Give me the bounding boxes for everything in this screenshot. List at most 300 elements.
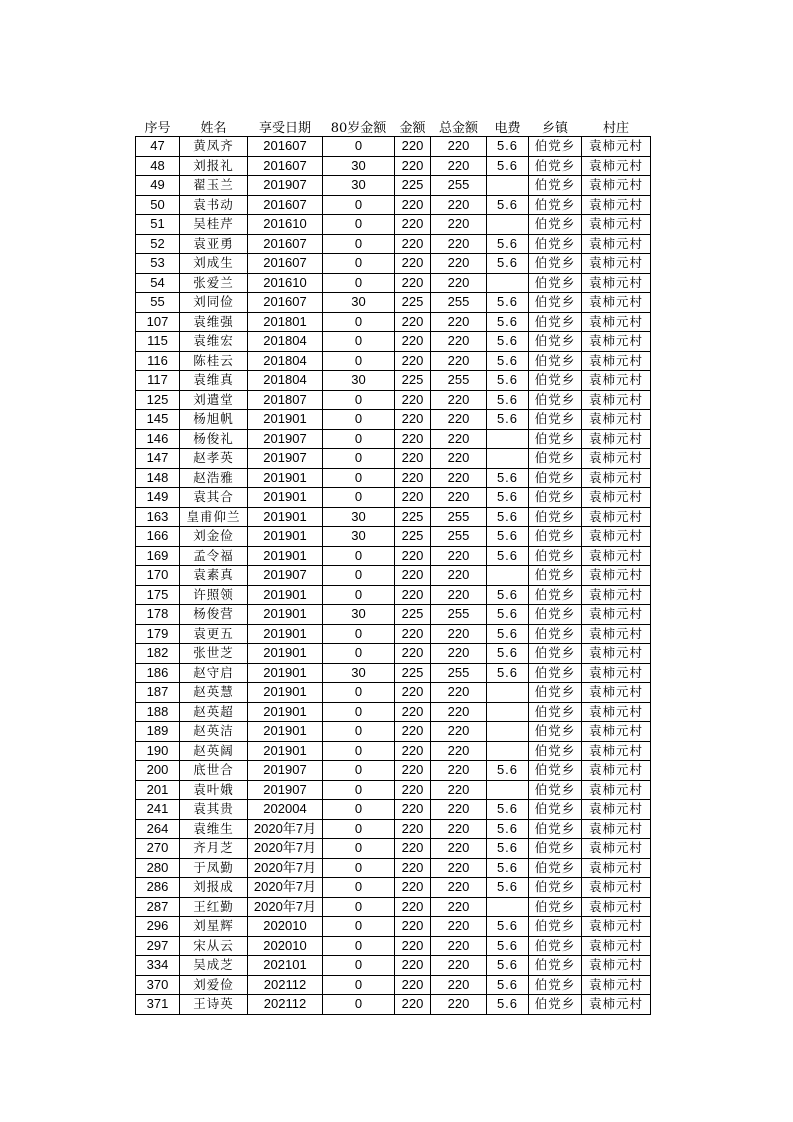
cell-village: 袁柿元村 bbox=[582, 995, 651, 1015]
cell-total: 220 bbox=[431, 702, 487, 722]
cell-date: 201804 bbox=[248, 371, 323, 391]
cell-township: 伯党乡 bbox=[529, 936, 582, 956]
cell-township: 伯党乡 bbox=[529, 644, 582, 664]
cell-date: 201907 bbox=[248, 566, 323, 586]
cell-village: 袁柿元村 bbox=[582, 761, 651, 781]
cell-amount: 225 bbox=[395, 293, 431, 313]
cell-electricity bbox=[487, 683, 529, 703]
cell-date: 202112 bbox=[248, 995, 323, 1015]
cell-township: 伯党乡 bbox=[529, 429, 582, 449]
table-row bbox=[136, 351, 651, 371]
cell-index: 371 bbox=[136, 995, 180, 1015]
cell-village: 袁柿元村 bbox=[582, 741, 651, 761]
cell-80-amount: 0 bbox=[323, 897, 395, 917]
cell-electricity: 5.6 bbox=[487, 312, 529, 332]
cell-village: 袁柿元村 bbox=[582, 390, 651, 410]
cell-township: 伯党乡 bbox=[529, 332, 582, 352]
cell-township: 伯党乡 bbox=[529, 956, 582, 976]
cell-township: 伯党乡 bbox=[529, 605, 582, 625]
cell-80-amount: 0 bbox=[323, 878, 395, 898]
table-row bbox=[136, 819, 651, 839]
cell-total: 220 bbox=[431, 585, 487, 605]
cell-electricity: 5.6 bbox=[487, 468, 529, 488]
cell-date: 201901 bbox=[248, 605, 323, 625]
header-total: 总金额 bbox=[438, 121, 478, 136]
cell-village: 袁柿元村 bbox=[582, 800, 651, 820]
cell-township: 伯党乡 bbox=[529, 273, 582, 293]
cell-electricity bbox=[487, 449, 529, 469]
cell-date: 201901 bbox=[248, 507, 323, 527]
cell-date: 201901 bbox=[248, 702, 323, 722]
cell-amount: 220 bbox=[395, 800, 431, 820]
cell-name: 刘报礼 bbox=[180, 156, 248, 176]
cell-electricity bbox=[487, 176, 529, 196]
cell-80-amount: 0 bbox=[323, 995, 395, 1015]
subsidy-table bbox=[135, 117, 651, 1015]
cell-electricity: 5.6 bbox=[487, 644, 529, 664]
cell-township: 伯党乡 bbox=[529, 234, 582, 254]
table-row bbox=[136, 468, 651, 488]
cell-80-amount: 30 bbox=[323, 527, 395, 547]
cell-80-amount: 0 bbox=[323, 780, 395, 800]
cell-total: 220 bbox=[431, 858, 487, 878]
cell-village: 袁柿元村 bbox=[582, 702, 651, 722]
cell-village: 袁柿元村 bbox=[582, 176, 651, 196]
cell-township: 伯党乡 bbox=[529, 917, 582, 937]
cell-total: 220 bbox=[431, 449, 487, 469]
cell-village: 袁柿元村 bbox=[582, 546, 651, 566]
cell-amount: 220 bbox=[395, 195, 431, 215]
cell-80-amount: 0 bbox=[323, 429, 395, 449]
cell-electricity: 5.6 bbox=[487, 488, 529, 508]
cell-total: 220 bbox=[431, 468, 487, 488]
cell-date: 202112 bbox=[248, 975, 323, 995]
cell-village: 袁柿元村 bbox=[582, 878, 651, 898]
cell-amount: 220 bbox=[395, 839, 431, 859]
table-row bbox=[136, 410, 651, 430]
table-row bbox=[136, 234, 651, 254]
cell-date: 201807 bbox=[248, 390, 323, 410]
cell-village: 袁柿元村 bbox=[582, 293, 651, 313]
table-row bbox=[136, 137, 651, 157]
cell-80-amount: 0 bbox=[323, 215, 395, 235]
table-row bbox=[136, 975, 651, 995]
table-row bbox=[136, 312, 651, 332]
cell-index: 189 bbox=[136, 722, 180, 742]
cell-date: 201901 bbox=[248, 527, 323, 547]
cell-name: 孟令福 bbox=[180, 546, 248, 566]
table-row bbox=[136, 897, 651, 917]
cell-amount: 220 bbox=[395, 273, 431, 293]
cell-township: 伯党乡 bbox=[529, 371, 582, 391]
cell-80-amount: 30 bbox=[323, 507, 395, 527]
cell-date: 202004 bbox=[248, 800, 323, 820]
table-row bbox=[136, 585, 651, 605]
cell-name: 齐月芝 bbox=[180, 839, 248, 859]
cell-name: 吴成芝 bbox=[180, 956, 248, 976]
cell-total: 220 bbox=[431, 917, 487, 937]
cell-township: 伯党乡 bbox=[529, 663, 582, 683]
header-date: 享受日期 bbox=[258, 121, 311, 136]
cell-date: 201907 bbox=[248, 429, 323, 449]
cell-total: 220 bbox=[431, 780, 487, 800]
cell-amount: 220 bbox=[395, 956, 431, 976]
cell-index: 146 bbox=[136, 429, 180, 449]
header-electricity: 电费 bbox=[494, 121, 521, 136]
cell-amount: 225 bbox=[395, 507, 431, 527]
cell-index: 52 bbox=[136, 234, 180, 254]
cell-80-amount: 0 bbox=[323, 585, 395, 605]
cell-index: 370 bbox=[136, 975, 180, 995]
cell-village: 袁柿元村 bbox=[582, 156, 651, 176]
cell-total: 255 bbox=[431, 663, 487, 683]
cell-village: 袁柿元村 bbox=[582, 312, 651, 332]
cell-80-amount: 0 bbox=[323, 722, 395, 742]
table-row bbox=[136, 488, 651, 508]
cell-township: 伯党乡 bbox=[529, 176, 582, 196]
cell-township: 伯党乡 bbox=[529, 897, 582, 917]
cell-80-amount: 0 bbox=[323, 741, 395, 761]
cell-name: 王诗英 bbox=[180, 995, 248, 1015]
cell-amount: 220 bbox=[395, 429, 431, 449]
cell-name: 许照领 bbox=[180, 585, 248, 605]
cell-index: 264 bbox=[136, 819, 180, 839]
table-row bbox=[136, 741, 651, 761]
cell-index: 116 bbox=[136, 351, 180, 371]
table-row bbox=[136, 917, 651, 937]
cell-index: 53 bbox=[136, 254, 180, 274]
table-row bbox=[136, 956, 651, 976]
cell-township: 伯党乡 bbox=[529, 839, 582, 859]
cell-index: 201 bbox=[136, 780, 180, 800]
cell-80-amount: 0 bbox=[323, 195, 395, 215]
cell-name: 赵英阔 bbox=[180, 741, 248, 761]
cell-80-amount: 0 bbox=[323, 761, 395, 781]
cell-name: 王红勤 bbox=[180, 897, 248, 917]
cell-80-amount: 0 bbox=[323, 956, 395, 976]
cell-name: 袁叶娥 bbox=[180, 780, 248, 800]
header-80-amount: 80岁金额 bbox=[330, 121, 387, 136]
cell-amount: 220 bbox=[395, 137, 431, 157]
cell-township: 伯党乡 bbox=[529, 254, 582, 274]
table-body bbox=[136, 137, 651, 1015]
table-row bbox=[136, 624, 651, 644]
cell-amount: 220 bbox=[395, 410, 431, 430]
cell-80-amount: 0 bbox=[323, 234, 395, 254]
cell-total: 220 bbox=[431, 390, 487, 410]
cell-amount: 220 bbox=[395, 702, 431, 722]
table-row bbox=[136, 878, 651, 898]
cell-village: 袁柿元村 bbox=[582, 371, 651, 391]
cell-date: 2020年7月 bbox=[248, 858, 323, 878]
cell-total: 220 bbox=[431, 995, 487, 1015]
cell-total: 220 bbox=[431, 273, 487, 293]
header-index: 序号 bbox=[144, 121, 171, 136]
table-row bbox=[136, 566, 651, 586]
cell-80-amount: 30 bbox=[323, 605, 395, 625]
cell-amount: 220 bbox=[395, 312, 431, 332]
cell-village: 袁柿元村 bbox=[582, 897, 651, 917]
cell-electricity: 5.6 bbox=[487, 371, 529, 391]
cell-village: 袁柿元村 bbox=[582, 975, 651, 995]
cell-total: 220 bbox=[431, 234, 487, 254]
cell-name: 刘同俭 bbox=[180, 293, 248, 313]
cell-index: 179 bbox=[136, 624, 180, 644]
cell-80-amount: 30 bbox=[323, 293, 395, 313]
cell-amount: 220 bbox=[395, 995, 431, 1015]
table-row bbox=[136, 936, 651, 956]
cell-township: 伯党乡 bbox=[529, 468, 582, 488]
table-row bbox=[136, 429, 651, 449]
cell-village: 袁柿元村 bbox=[582, 332, 651, 352]
cell-name: 袁更五 bbox=[180, 624, 248, 644]
cell-80-amount: 0 bbox=[323, 644, 395, 664]
cell-amount: 225 bbox=[395, 371, 431, 391]
table-row bbox=[136, 293, 651, 313]
cell-name: 袁书动 bbox=[180, 195, 248, 215]
cell-date: 201607 bbox=[248, 137, 323, 157]
cell-total: 220 bbox=[431, 137, 487, 157]
table-row bbox=[136, 780, 651, 800]
cell-township: 伯党乡 bbox=[529, 995, 582, 1015]
cell-name: 杨俊营 bbox=[180, 605, 248, 625]
table-row bbox=[136, 215, 651, 235]
table-row bbox=[136, 390, 651, 410]
cell-electricity: 5.6 bbox=[487, 663, 529, 683]
cell-index: 296 bbox=[136, 917, 180, 937]
table-row bbox=[136, 332, 651, 352]
cell-electricity: 5.6 bbox=[487, 234, 529, 254]
cell-amount: 220 bbox=[395, 761, 431, 781]
cell-electricity: 5.6 bbox=[487, 624, 529, 644]
cell-amount: 220 bbox=[395, 254, 431, 274]
cell-township: 伯党乡 bbox=[529, 410, 582, 430]
cell-amount: 220 bbox=[395, 722, 431, 742]
cell-name: 刘金俭 bbox=[180, 527, 248, 547]
cell-electricity: 5.6 bbox=[487, 195, 529, 215]
cell-electricity: 5.6 bbox=[487, 800, 529, 820]
cell-electricity: 5.6 bbox=[487, 858, 529, 878]
cell-name: 杨俊礼 bbox=[180, 429, 248, 449]
cell-total: 220 bbox=[431, 566, 487, 586]
table-row bbox=[136, 683, 651, 703]
cell-date: 201901 bbox=[248, 546, 323, 566]
cell-index: 186 bbox=[136, 663, 180, 683]
cell-township: 伯党乡 bbox=[529, 390, 582, 410]
cell-electricity bbox=[487, 273, 529, 293]
cell-electricity: 5.6 bbox=[487, 332, 529, 352]
cell-date: 201607 bbox=[248, 156, 323, 176]
cell-80-amount: 0 bbox=[323, 488, 395, 508]
cell-village: 袁柿元村 bbox=[582, 429, 651, 449]
cell-amount: 220 bbox=[395, 819, 431, 839]
cell-total: 220 bbox=[431, 936, 487, 956]
cell-total: 220 bbox=[431, 546, 487, 566]
cell-date: 2020年7月 bbox=[248, 897, 323, 917]
cell-township: 伯党乡 bbox=[529, 156, 582, 176]
table-row bbox=[136, 644, 651, 664]
cell-electricity: 5.6 bbox=[487, 293, 529, 313]
cell-80-amount: 0 bbox=[323, 566, 395, 586]
cell-name: 皇甫仰兰 bbox=[180, 507, 248, 527]
cell-date: 2020年7月 bbox=[248, 878, 323, 898]
cell-village: 袁柿元村 bbox=[582, 839, 651, 859]
cell-amount: 225 bbox=[395, 663, 431, 683]
cell-total: 220 bbox=[431, 312, 487, 332]
cell-index: 187 bbox=[136, 683, 180, 703]
cell-electricity: 5.6 bbox=[487, 917, 529, 937]
cell-80-amount: 0 bbox=[323, 137, 395, 157]
cell-total: 255 bbox=[431, 527, 487, 547]
cell-80-amount: 0 bbox=[323, 273, 395, 293]
cell-township: 伯党乡 bbox=[529, 722, 582, 742]
cell-index: 148 bbox=[136, 468, 180, 488]
cell-index: 188 bbox=[136, 702, 180, 722]
cell-amount: 220 bbox=[395, 858, 431, 878]
cell-electricity bbox=[487, 566, 529, 586]
cell-index: 49 bbox=[136, 176, 180, 196]
cell-total: 220 bbox=[431, 195, 487, 215]
cell-township: 伯党乡 bbox=[529, 800, 582, 820]
cell-amount: 220 bbox=[395, 917, 431, 937]
cell-80-amount: 0 bbox=[323, 410, 395, 430]
cell-total: 220 bbox=[431, 488, 487, 508]
cell-index: 287 bbox=[136, 897, 180, 917]
cell-name: 杨旭帆 bbox=[180, 410, 248, 430]
table-row bbox=[136, 527, 651, 547]
table-row bbox=[136, 156, 651, 176]
cell-name: 刘成生 bbox=[180, 254, 248, 274]
cell-80-amount: 0 bbox=[323, 390, 395, 410]
cell-80-amount: 0 bbox=[323, 546, 395, 566]
cell-township: 伯党乡 bbox=[529, 683, 582, 703]
cell-amount: 220 bbox=[395, 683, 431, 703]
cell-amount: 220 bbox=[395, 351, 431, 371]
cell-date: 201801 bbox=[248, 312, 323, 332]
cell-electricity bbox=[487, 215, 529, 235]
cell-name: 袁维强 bbox=[180, 312, 248, 332]
cell-electricity: 5.6 bbox=[487, 507, 529, 527]
cell-name: 于凤勤 bbox=[180, 858, 248, 878]
cell-80-amount: 30 bbox=[323, 176, 395, 196]
cell-date: 202010 bbox=[248, 917, 323, 937]
cell-village: 袁柿元村 bbox=[582, 351, 651, 371]
cell-date: 201907 bbox=[248, 780, 323, 800]
cell-date: 201901 bbox=[248, 683, 323, 703]
cell-index: 190 bbox=[136, 741, 180, 761]
cell-total: 220 bbox=[431, 741, 487, 761]
cell-date: 201907 bbox=[248, 449, 323, 469]
cell-electricity: 5.6 bbox=[487, 585, 529, 605]
cell-electricity: 5.6 bbox=[487, 995, 529, 1015]
cell-village: 袁柿元村 bbox=[582, 215, 651, 235]
cell-80-amount: 30 bbox=[323, 663, 395, 683]
cell-80-amount: 0 bbox=[323, 917, 395, 937]
cell-village: 袁柿元村 bbox=[582, 936, 651, 956]
cell-amount: 225 bbox=[395, 527, 431, 547]
cell-80-amount: 30 bbox=[323, 156, 395, 176]
cell-total: 220 bbox=[431, 722, 487, 742]
table-row bbox=[136, 507, 651, 527]
cell-name: 吴桂芹 bbox=[180, 215, 248, 235]
cell-date: 202101 bbox=[248, 956, 323, 976]
cell-village: 袁柿元村 bbox=[582, 644, 651, 664]
cell-amount: 220 bbox=[395, 215, 431, 235]
cell-electricity bbox=[487, 780, 529, 800]
cell-80-amount: 0 bbox=[323, 468, 395, 488]
cell-total: 220 bbox=[431, 215, 487, 235]
cell-index: 54 bbox=[136, 273, 180, 293]
cell-date: 201907 bbox=[248, 176, 323, 196]
cell-village: 袁柿元村 bbox=[582, 273, 651, 293]
cell-index: 166 bbox=[136, 527, 180, 547]
cell-index: 200 bbox=[136, 761, 180, 781]
cell-electricity bbox=[487, 741, 529, 761]
cell-total: 255 bbox=[431, 176, 487, 196]
cell-name: 赵英慧 bbox=[180, 683, 248, 703]
cell-amount: 220 bbox=[395, 390, 431, 410]
cell-date: 201804 bbox=[248, 332, 323, 352]
cell-80-amount: 0 bbox=[323, 819, 395, 839]
table-row bbox=[136, 663, 651, 683]
cell-total: 220 bbox=[431, 156, 487, 176]
table-row bbox=[136, 254, 651, 274]
cell-village: 袁柿元村 bbox=[582, 234, 651, 254]
cell-index: 280 bbox=[136, 858, 180, 878]
header-village: 村庄 bbox=[602, 121, 629, 136]
cell-total: 255 bbox=[431, 605, 487, 625]
cell-name: 刘爱俭 bbox=[180, 975, 248, 995]
table-row bbox=[136, 176, 651, 196]
table-header bbox=[136, 117, 651, 137]
table-row bbox=[136, 839, 651, 859]
cell-total: 220 bbox=[431, 800, 487, 820]
cell-amount: 220 bbox=[395, 488, 431, 508]
cell-name: 袁亚勇 bbox=[180, 234, 248, 254]
cell-amount: 220 bbox=[395, 468, 431, 488]
cell-village: 袁柿元村 bbox=[582, 780, 651, 800]
cell-name: 刘报成 bbox=[180, 878, 248, 898]
cell-total: 220 bbox=[431, 819, 487, 839]
cell-village: 袁柿元村 bbox=[582, 449, 651, 469]
cell-electricity: 5.6 bbox=[487, 390, 529, 410]
cell-name: 宋从云 bbox=[180, 936, 248, 956]
cell-amount: 220 bbox=[395, 878, 431, 898]
cell-name: 黄凤齐 bbox=[180, 137, 248, 157]
cell-total: 220 bbox=[431, 624, 487, 644]
cell-80-amount: 0 bbox=[323, 702, 395, 722]
cell-township: 伯党乡 bbox=[529, 293, 582, 313]
table-row bbox=[136, 605, 651, 625]
cell-village: 袁柿元村 bbox=[582, 858, 651, 878]
cell-township: 伯党乡 bbox=[529, 566, 582, 586]
cell-index: 170 bbox=[136, 566, 180, 586]
cell-total: 220 bbox=[431, 332, 487, 352]
cell-80-amount: 0 bbox=[323, 449, 395, 469]
cell-electricity bbox=[487, 897, 529, 917]
cell-total: 220 bbox=[431, 897, 487, 917]
cell-date: 201907 bbox=[248, 761, 323, 781]
cell-date: 201901 bbox=[248, 722, 323, 742]
cell-index: 270 bbox=[136, 839, 180, 859]
cell-name: 赵浩雅 bbox=[180, 468, 248, 488]
cell-electricity bbox=[487, 429, 529, 449]
cell-village: 袁柿元村 bbox=[582, 585, 651, 605]
cell-amount: 225 bbox=[395, 605, 431, 625]
cell-index: 117 bbox=[136, 371, 180, 391]
cell-80-amount: 30 bbox=[323, 371, 395, 391]
cell-township: 伯党乡 bbox=[529, 624, 582, 644]
